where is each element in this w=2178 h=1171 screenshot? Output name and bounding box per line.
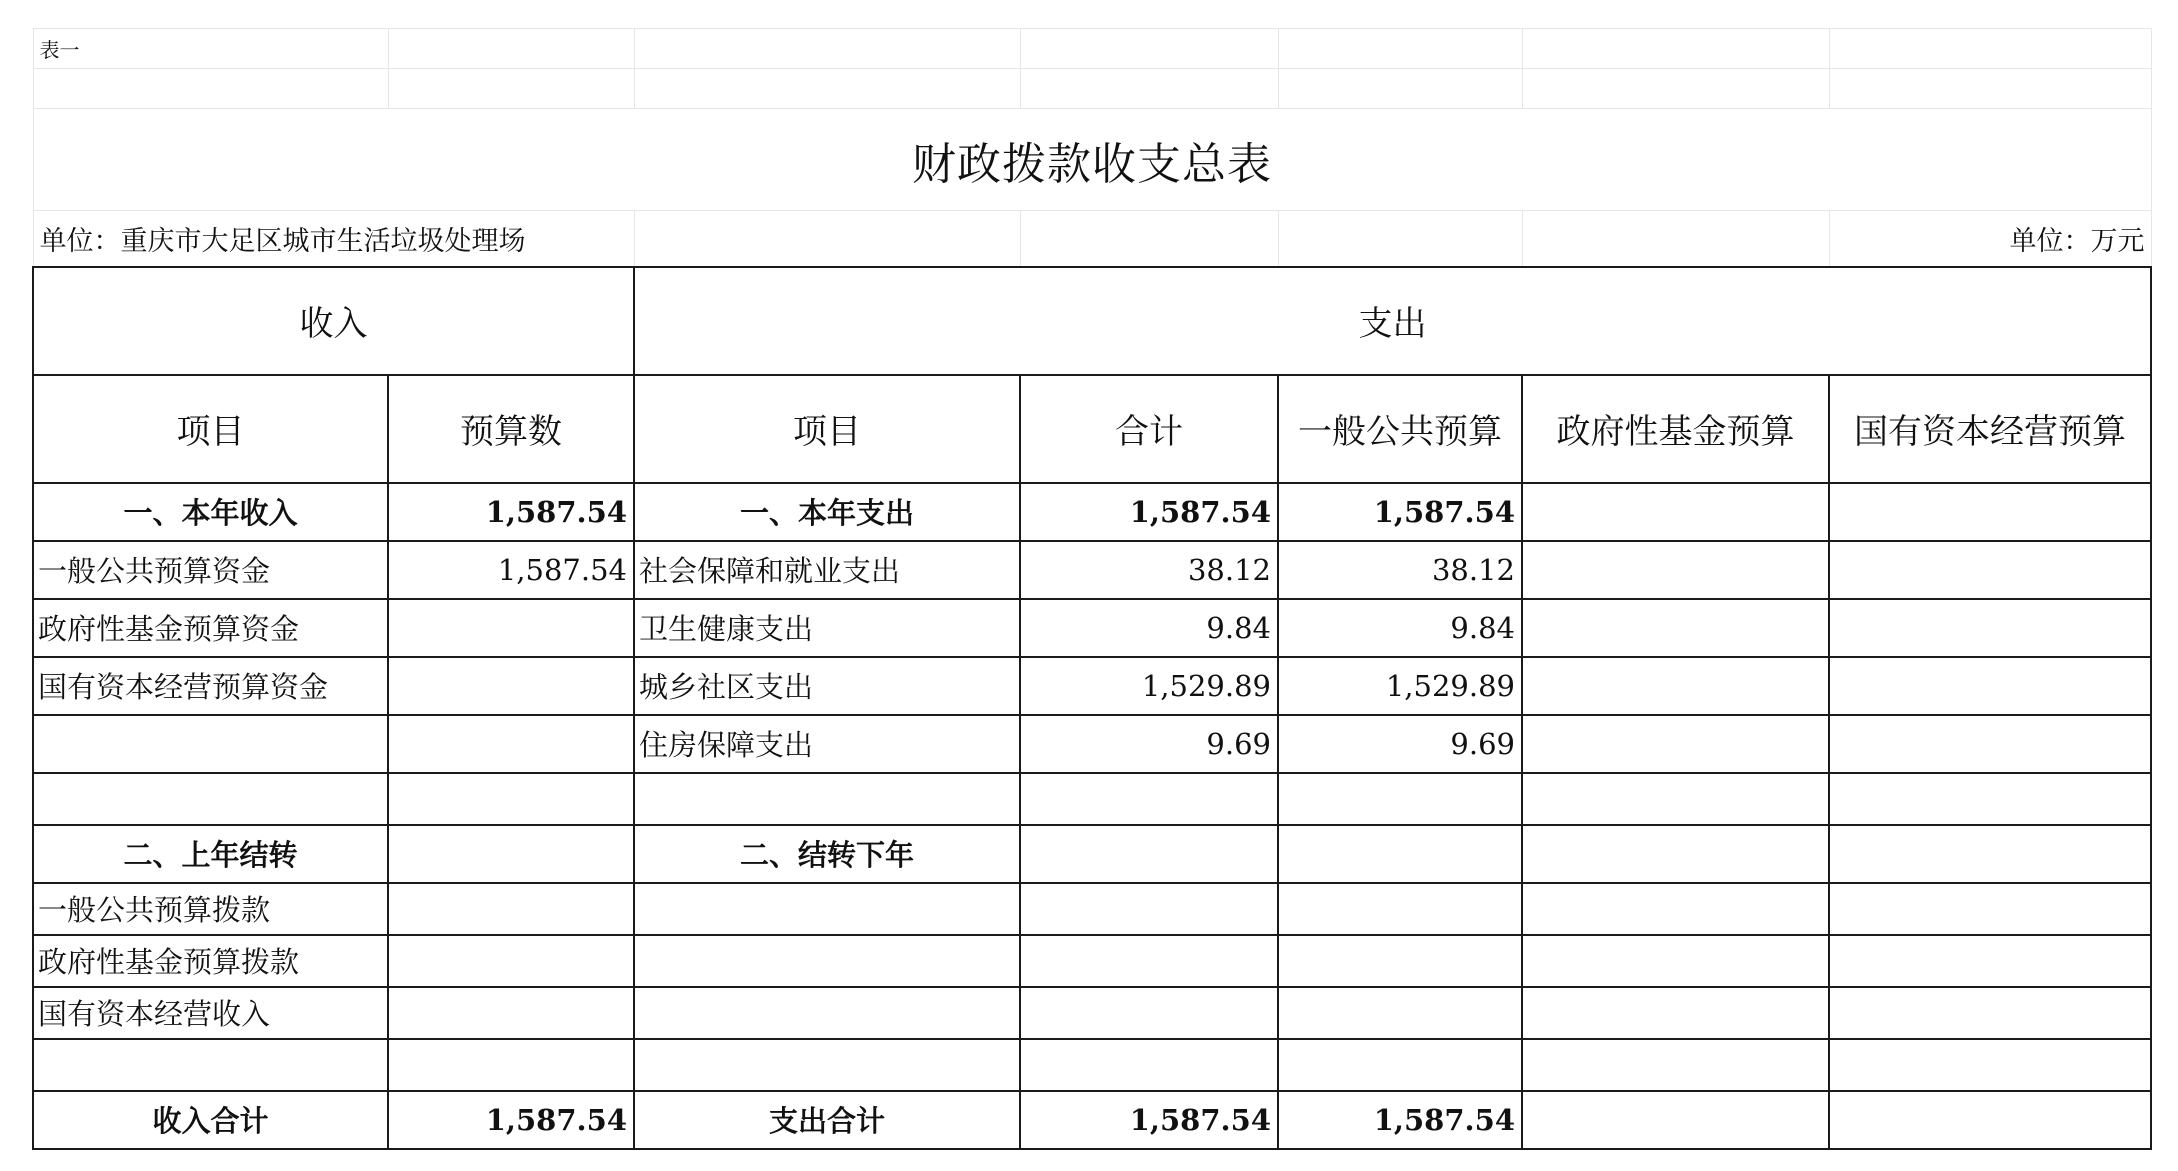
fund-budget-cell [1522,1091,1829,1149]
unit-organization: 单位：重庆市大足区城市生活垃圾处理场 [33,211,634,267]
income-item-cell: 政府性基金预算资金 [33,599,388,657]
table-row [33,987,2151,1039]
total-cell: 9.69 [1020,715,1278,773]
total-cell [1020,935,1278,987]
table-number: 表一 [33,29,388,69]
income-total-value: 1,587.54 [388,1091,634,1149]
table-row [33,935,2151,987]
state-capital-cell [1829,1039,2151,1091]
general-budget-cell: 1,587.54 [1278,483,1522,541]
income-item-header: 项目 [33,375,388,483]
sheet-top-row [33,29,2151,69]
state-capital-cell [1829,883,2151,935]
column-header-row [33,375,2151,483]
table-row [33,657,2151,715]
income-budget-header: 预算数 [388,375,634,483]
expense-item-cell [634,987,1020,1039]
fund-budget-cell [1522,715,1829,773]
expense-total-label: 支出合计 [634,1091,1020,1149]
general-budget-cell [1278,773,1522,825]
total-cell: 1,587.54 [1020,483,1278,541]
expense-item-cell: 一、本年支出 [634,483,1020,541]
expense-item-cell: 卫生健康支出 [634,599,1020,657]
income-section-header: 收入 [33,267,634,375]
state-capital-cell [1829,657,2151,715]
table-row [33,883,2151,935]
state-capital-cell [1829,1091,2151,1149]
state-capital-cell [1829,987,2151,1039]
income-value-cell [388,883,634,935]
income-value-cell [388,987,634,1039]
table-row [33,825,2151,883]
total-cell: 9.84 [1020,599,1278,657]
total-cell [1020,773,1278,825]
expense-item-cell [634,773,1020,825]
table-row [33,541,2151,599]
income-total-label: 收入合计 [33,1091,388,1149]
general-budget-cell [1278,987,1522,1039]
general-budget-cell: 1,587.54 [1278,1091,1522,1149]
fund-budget-cell [1522,599,1829,657]
income-value-cell [388,825,634,883]
income-item-cell: 政府性基金预算拨款 [33,935,388,987]
fund-budget-cell [1522,773,1829,825]
fund-budget-cell [1522,483,1829,541]
table-row [33,773,2151,825]
fund-budget-cell [1522,987,1829,1039]
expense-item-cell [634,935,1020,987]
income-item-cell [33,715,388,773]
expense-item-cell: 二、结转下年 [634,825,1020,883]
budget-summary-table [32,28,2152,1150]
income-item-cell: 二、上年结转 [33,825,388,883]
income-item-cell: 一般公共预算资金 [33,541,388,599]
general-budget-header: 一般公共预算 [1278,375,1522,483]
table-row [33,483,2151,541]
income-value-cell [388,935,634,987]
total-cell [1020,883,1278,935]
expense-item-header: 项目 [634,375,1020,483]
state-capital-cell [1829,599,2151,657]
total-cell: 38.12 [1020,541,1278,599]
total-cell [1020,987,1278,1039]
expense-item-cell [634,1039,1020,1091]
total-cell: 1,529.89 [1020,657,1278,715]
unit-currency: 单位：万元 [1829,211,2151,267]
title-row [33,109,2151,211]
unit-row [33,211,2151,267]
state-capital-cell [1829,935,2151,987]
general-budget-cell [1278,825,1522,883]
income-value-cell [388,773,634,825]
general-budget-cell [1278,935,1522,987]
expense-item-cell: 社会保障和就业支出 [634,541,1020,599]
expense-item-cell [634,883,1020,935]
general-budget-cell: 9.84 [1278,599,1522,657]
total-cell [1020,825,1278,883]
fund-budget-cell [1522,541,1829,599]
expense-section-header: 支出 [634,267,2151,375]
state-capital-cell [1829,715,2151,773]
income-item-cell: 国有资本经营收入 [33,987,388,1039]
general-budget-cell: 1,529.89 [1278,657,1522,715]
income-value-cell [388,1039,634,1091]
general-budget-cell [1278,883,1522,935]
income-item-cell [33,773,388,825]
total-cell: 1,587.54 [1020,1091,1278,1149]
income-value-cell [388,599,634,657]
sheet-blank-row [33,69,2151,109]
table-row [33,599,2151,657]
section-header-row [33,267,2151,375]
state-capital-header: 国有资本经营预算 [1829,375,2151,483]
general-budget-cell [1278,1039,1522,1091]
fund-budget-cell [1522,883,1829,935]
general-budget-cell: 9.69 [1278,715,1522,773]
expense-item-cell: 城乡社区支出 [634,657,1020,715]
fund-budget-cell [1522,825,1829,883]
income-item-cell: 一般公共预算拨款 [33,883,388,935]
fund-budget-header: 政府性基金预算 [1522,375,1829,483]
income-value-cell [388,657,634,715]
expense-item-cell: 住房保障支出 [634,715,1020,773]
income-value-cell: 1,587.54 [388,541,634,599]
income-value-cell: 1,587.54 [388,483,634,541]
income-item-cell [33,1039,388,1091]
state-capital-cell [1829,825,2151,883]
income-item-cell: 国有资本经营预算资金 [33,657,388,715]
general-budget-cell: 38.12 [1278,541,1522,599]
totals-row [33,1091,2151,1149]
page-title: 财政拨款收支总表 [33,109,2151,211]
table-row [33,715,2151,773]
state-capital-cell [1829,483,2151,541]
table-row [33,1039,2151,1091]
fund-budget-cell [1522,657,1829,715]
total-cell [1020,1039,1278,1091]
income-value-cell [388,715,634,773]
state-capital-cell [1829,541,2151,599]
state-capital-cell [1829,773,2151,825]
fund-budget-cell [1522,935,1829,987]
income-item-cell: 一、本年收入 [33,483,388,541]
total-header: 合计 [1020,375,1278,483]
fund-budget-cell [1522,1039,1829,1091]
